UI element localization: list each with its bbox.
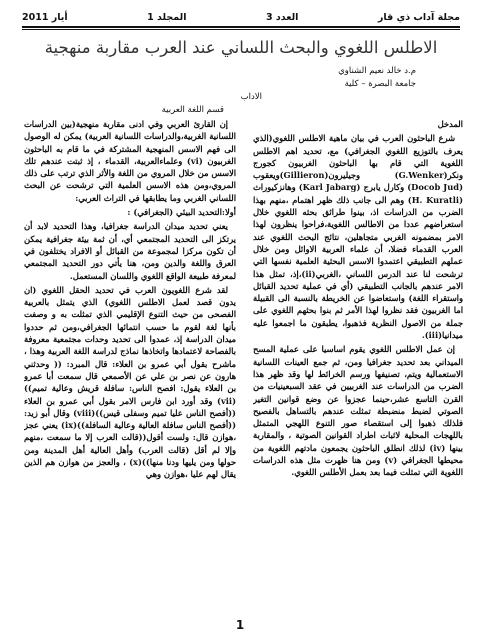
body-paragraph: لقد شرع اللغويون العرب في تحديد الحقل اللغوي (ان يدون قصد لعمل الاطلس اللغوي) الذي يتمثل بالعربية الفصحى من حيث التنوع الإقليمي الذي تمثلت به و وصفت بأنها لغة لقوم ما حسب انتمائها الجغرافي،ومن ثم حددوا ميدان الدراسة إذ، عمدوا الى تحديد وحدات مجتمعية معروفة بالفصاحة لاعتمادها واتخاذها نماذج لدراسة اللغة العربية وهذا ، ماشرح بقول أبي عمرو بن العلاء: قال المبرد: (( وحدثني هارون عن نصر بن علي عن الأصمعي قال سمعت أبا عمرو بن العلاء يقول: افصح الناس: سافلة قريش وعالية تميم))(vii) وقد أورد ابن فارس الامر بقول أبي عمرو بن العلاء ((أفصح الناس عليا تميم وسفلى قيس))(viii) وقال أبو زيد: ((أفصح الناس سافلة العالية وعالية السافلة))(ix) يعني عجز ،هوازن قال: ولست أقول((قالت العرب إلا ما سمعت ،منهم وإلا لم أقل (قالت العرب) وأهل العالية أهل المدينة ومن حولها ومن يليها ودنا منها))(x) ، والعجز من هوازن هم الذين يقال لهم عليا ،هوازن وهي	[24, 284, 236, 480]
issue-number: العدد 3	[265, 11, 299, 23]
right-column	[253, 118, 463, 608]
article-title: الاطلس اللغوي والبحث اللساني عند العرب مقاربة منهجية	[44, 38, 438, 57]
section-heading: المدخل	[437, 119, 463, 129]
author-college: الاداب	[240, 92, 262, 102]
page-number: 1	[235, 618, 245, 632]
body-paragraph: إن القارئ العربي وفي ادنى مقاربة منهجية(بين الدراسات اللسانية الغربية،والدراسات اللسانية العربية) يمكن له الوصول الى فهم الاسس المنهجية المشتركة في ما قام به الباحثون الغربيون (vi) وعلماءالعربية، القدماء ، إذ ثبتت عندهم تلك الاسس من خلال المروي من اللغة والأثر الذي ترتب على ذلك المروي،ومن هذه الاسس العلمية التي ترشحت عن البحث اللساني الغربي وما يطابقها في التراث العربي:	[24, 119, 236, 203]
header-rule-thin	[22, 29, 460, 30]
issue-date: أيار 2011	[22, 11, 68, 23]
left-column	[24, 118, 236, 612]
volume-number: المجلد 1	[147, 11, 187, 23]
header-rule	[22, 26, 460, 28]
body-paragraph: إن عمل الاطلس اللغوي يقوم اساسيا على عملية المسح الميداني بعد تحديد جغرافيا ومن، ثم جمع العينات اللسانية الاستعمالية ويتم، تصنيفها ورسم الخرائط لها وقد ظهر هذا الضرب من الدراسات عند الغربيين في عقد السبعينيات من القرن التاسع عشر،حينما عجزوا عن وضع قوانين التغير الصوتي لضبط منضبطة تمثلت عندهم بالتساهل بالفصيح فلذلك ذهبوا إلى استقصاء صور التنوع اللهجي المتمثل باللهجات المحلية لاثبات اطراد القوانين الصوتية ، والمقاربة بينها (iv) لذلك انطلق الباحثون يجمعون مادتهم اللغوية من محيطها الجغرافي (v) ومن هنا ظهرت مثل هذه الدراسات اللغوية التي تمثلت فيما بعد بعمل الأطلس اللغوي.	[253, 344, 463, 478]
author-name: م.د خالد نعيم الشناوي	[338, 66, 416, 76]
author-department: قسم اللغة العربية	[161, 105, 224, 115]
journal-name: مجلة آداب ذي قار	[377, 11, 460, 23]
body-paragraph: شرع الباحثون العرب في بيان ماهية الاطلس اللغوي(الذي يعرف بالتوزيع اللغوي الجغرافي) مع، تحديد اهم الاطلس اللغوية التي قام بها الباحثون الغربيون كجورج ونكر(G.Wenker) وجيليرون(Gillieron)ويعقوب (Docob Jud) وكارل يابرج (Karl Jabarg) وهانزكيوراث (H. Kuratli) وهم الى جانب ذلك ظهر اهتمام ،منهم بهذا الضرب من الدراسات اذ، بينوا طرائق بحثه اللغوي خلال استعراضهم عددا من الاطالس اللغوية،فراحوا ينظرون لهذا الامر بمضمونه الغربي متجاهلين، نتائج البحث اللغوي عند العرب القدماء فضلا، أن علماء العربية الاوائل ومن خلال عملهم التطبيقي اعتمدوا الاسس البحثية العلمية نفسها التي ترشحت لنا عند الدرس اللساني ،الغربي(ii)،إذ، تمثل هذا الامر عندهم بالجانب التطبيقي (أي في عملية تحديد القبائل واستقراء اللغة) واستعاضوا عن الخريطة بالنسبة الى القبيلة اما الغربيون فقد نظروا لهذا الأمر ثم بنوا بحثهم اللغوي على جملة من الاصول النظرية فذهبوا، يطبقون ما اجمعوا عليه ميدانيا(iii).	[253, 133, 463, 341]
subsection-heading: أولا:التحديد البيئي (الجغرافي) :	[127, 207, 236, 218]
body-paragraph: يعني تحديد ميدان الدراسة جغرافيا، وهذا التحديد لابد أن يرتكز الى التحديد المجتمعي أي، أن ثمة بيئة جغرافية يمكن أن تكون مركزا لمجموعة من القبائل أو الافراد يختلفون في العرق واللغة والدين ومن، هنا يأتي دور التحديد المجتمعي لمعرفة طبيعة الواقع اللغوي واللسان المستعمل.	[24, 221, 236, 281]
running-header	[22, 9, 460, 25]
author-affiliation: جامعة البصرة – كلية	[344, 79, 416, 89]
